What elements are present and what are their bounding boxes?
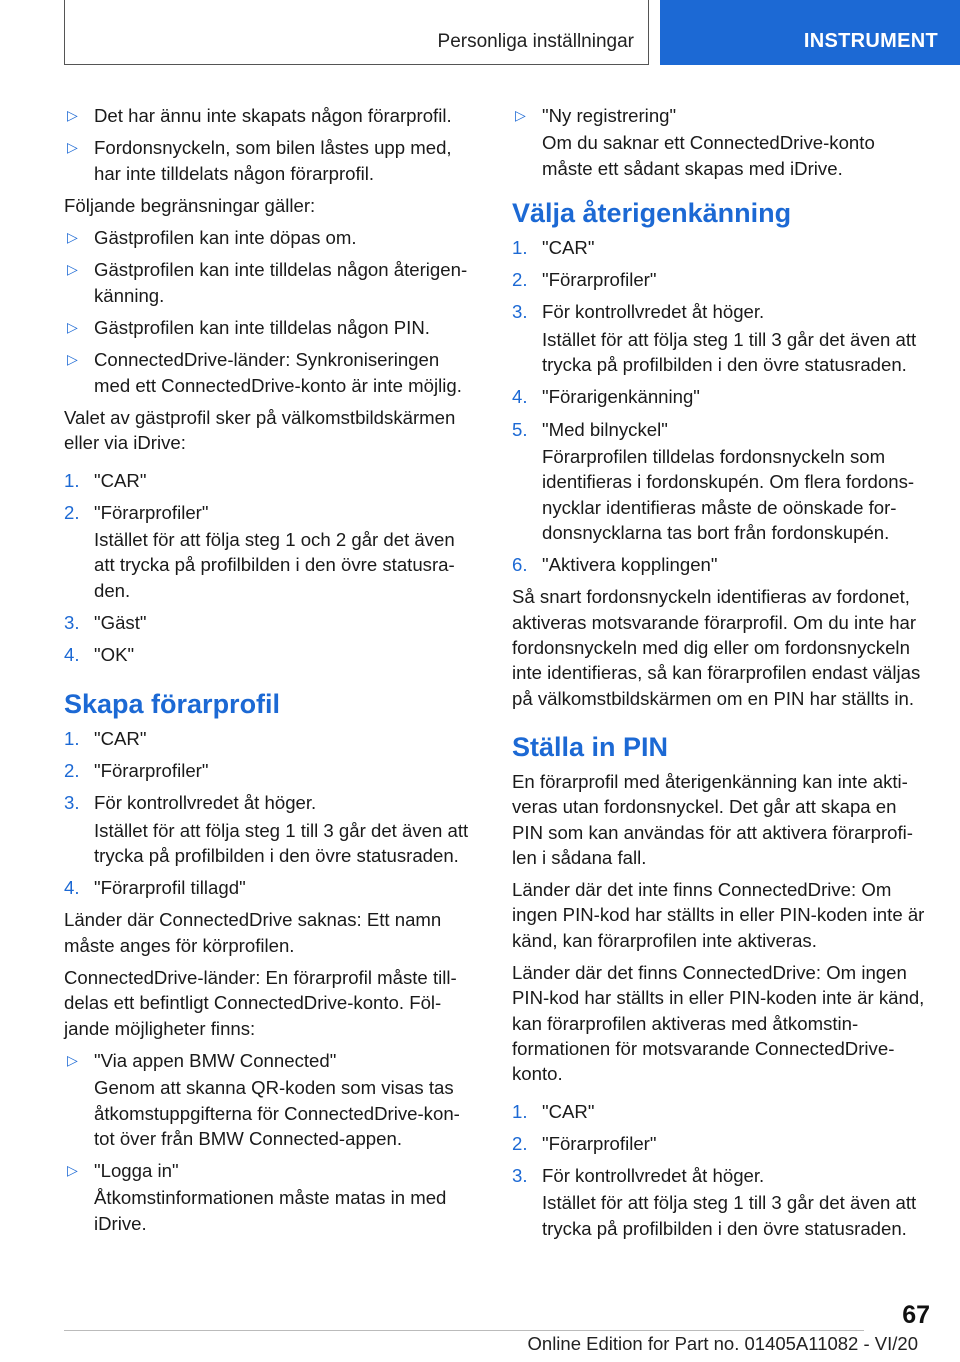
step-number: 1. (512, 236, 528, 258)
paragraph: ConnectedDrive-länder: En förarprofil måste till-delas ett befintligt ConnectedDrive-konto. Föl-jande möjligheter finns: (64, 967, 457, 1039)
list-item: ▷ "Via appen BMW Connected" (64, 1048, 479, 1073)
page-number: 67 (902, 1301, 930, 1329)
step-item: 6. "Aktivera kopplingen" (512, 552, 930, 577)
step-number: 3. (512, 301, 528, 323)
step-number: 3. (64, 612, 80, 634)
list-item: ▷ Det har ännu inte skapats någon förarprofil. (64, 103, 479, 128)
step-number: 3. (512, 1165, 528, 1187)
section-title: INSTRUMENT (803, 30, 938, 52)
step-number: 2. (512, 1132, 528, 1154)
step-number: 5. (512, 418, 528, 440)
step-number: 2. (64, 759, 80, 781)
step-item: 2. "Förarprofiler" (64, 500, 479, 525)
step-note: Istället för att följa steg 1 till 3 går det även att trycka på profilbilden i den övre statusraden. (542, 1192, 917, 1239)
paragraph: Länder där det inte finns ConnectedDrive: Om ingen PIN-kod har ställts in eller PIN-koden inte är känd, kan förarprofilen inte aktiveras. (512, 879, 925, 951)
step-item: 3. För kontrollvredet åt höger. (512, 299, 930, 324)
edition-footer: Online Edition for Part no. 01405A11082 - VI/20 (527, 1333, 918, 1354)
heading-create-profile: Skapa förarprofil (64, 688, 281, 719)
step-item: 2. "Förarprofiler" (512, 267, 930, 292)
chapter-title: Personliga inställningar (437, 31, 634, 52)
triangle-bullet-icon: ▷ (67, 351, 78, 368)
step-note: Istället för att följa steg 1 till 3 går det även att trycka på profilbilden i den övre statusraden. (94, 819, 469, 866)
step-number: 1. (64, 469, 80, 491)
step-number: 1. (64, 727, 80, 749)
footer-divider (64, 1330, 864, 1331)
step-item: 1. "CAR" (512, 1099, 930, 1124)
triangle-bullet-icon: ▷ (67, 319, 78, 336)
paragraph: Följande begränsningar gäller: (64, 194, 316, 216)
step-number: 6. (512, 554, 528, 576)
triangle-bullet-icon: ▷ (67, 107, 78, 123)
triangle-bullet-icon: ▷ (67, 139, 78, 156)
paragraph: Länder där det finns ConnectedDrive: Om ingen PIN-kod har ställts in eller PIN-koden inte är känd, kan förarprofilen aktiveras med åtkomstin-formationen för motsvarande ConnectedDrive-konto. (512, 962, 925, 1085)
right-column (512, 103, 930, 1248)
list-item: ▷ ConnectedDrive-länder: Synkroniseringen med ett ConnectedDrive-konto är inte möjlig. (67, 349, 462, 396)
section-header (660, 0, 960, 65)
step-note: Istället för att följa steg 1 till 3 går det även att trycka på profilbilden i den övre statusraden. (542, 328, 917, 376)
bullet-note: Om du saknar ett ConnectedDrive-konto måste ett sådant skapas med iDrive. (542, 132, 875, 179)
step-number: 1. (512, 1100, 528, 1122)
list-item: ▷ Fordonsnyckeln, som bilen låstes upp med, har inte tilldelats någon förarprofil. (67, 137, 452, 184)
step-item: 4. "Förarigenkänning" (512, 384, 930, 409)
step-item: 2. "Förarprofiler" (64, 758, 479, 783)
list-item: ▷ "Ny registrering" (512, 103, 930, 128)
step-item: 3. För kontrollvredet åt höger. (512, 1163, 930, 1188)
step-number: 3. (64, 792, 80, 814)
step-number: 4. (64, 877, 80, 899)
step-note: Förarprofilen tilldelas fordonsnyckeln som identifieras i fordonskupén. Om flera fordons-nycklar identifieras måste de oönskade for-donsnycklarna tas bort från fordonskupén. (542, 445, 915, 543)
chapter-header (64, 0, 649, 65)
heading-select-recognition: Välja återigenkänning (512, 197, 792, 228)
step-item: 4. "OK" (64, 642, 479, 667)
list-item: ▷ Gästprofilen kan inte döpas om. (64, 225, 479, 250)
bullet-note: Genom att skanna QR-koden som visas tas åtkomstuppgifterna för ConnectedDrive-kon-tot över från BMW Connected-appen. (94, 1077, 460, 1149)
step-item: 3. För kontrollvredet åt höger. (64, 790, 479, 815)
step-item: 3. "Gäst" (64, 610, 479, 635)
step-number: 2. (512, 269, 528, 291)
triangle-bullet-icon: ▷ (515, 107, 526, 123)
bullet-note: Åtkomstinformationen måste matas in med iDrive. (94, 1187, 447, 1234)
paragraph: En förarprofil med återigenkänning kan inte akti-veras utan fordonsnyckel. Det går att skapa en PIN som kan användas för att aktivera förarprofi-len i sådana fall. (512, 770, 913, 868)
step-item: 2. "Förarprofiler" (512, 1131, 930, 1156)
step-item: 4. "Förarprofil tillagd" (64, 875, 479, 900)
step-number: 4. (64, 644, 80, 666)
left-column (64, 103, 479, 1243)
triangle-bullet-icon: ▷ (67, 1162, 78, 1179)
step-item: 1. "CAR" (512, 235, 930, 260)
heading-set-pin: Ställa in PIN (512, 731, 669, 762)
step-item: 5. "Med bilnyckel" (512, 417, 930, 442)
triangle-bullet-icon: ▷ (67, 261, 78, 278)
paragraph: Valet av gästprofil sker på välkomstbildskärmen eller via iDrive: (64, 406, 456, 454)
step-number: 4. (512, 386, 528, 408)
paragraph: Länder där ConnectedDrive saknas: Ett namn måste anges för körprofilen. (64, 909, 442, 956)
paragraph: Så snart fordonsnyckeln identifieras av fordonet, aktiveras motsvarande förarprofil. Om du inte har fordonsnyckeln med dig eller om fordonsnyckeln inte identifieras, så kan förarprofilen endast väljas på välkomstbildskärmen om en PIN har ställts in. (512, 586, 921, 709)
list-item: ▷ Gästprofilen kan inte tilldelas någon återigen-känning. (67, 259, 468, 306)
list-item: ▷ Gästprofilen kan inte tilldelas någon PIN. (64, 315, 479, 340)
triangle-bullet-icon: ▷ (67, 1051, 78, 1068)
step-note: Istället för att följa steg 1 och 2 går det även att trycka på profilbilden i den övre statusra-den. (94, 529, 455, 601)
list-item: ▷ "Logga in" (64, 1158, 479, 1183)
step-item: 1. "CAR" (64, 726, 479, 751)
triangle-bullet-icon: ▷ (67, 229, 78, 246)
step-item: 1. "CAR" (64, 468, 479, 493)
step-number: 2. (64, 501, 80, 523)
